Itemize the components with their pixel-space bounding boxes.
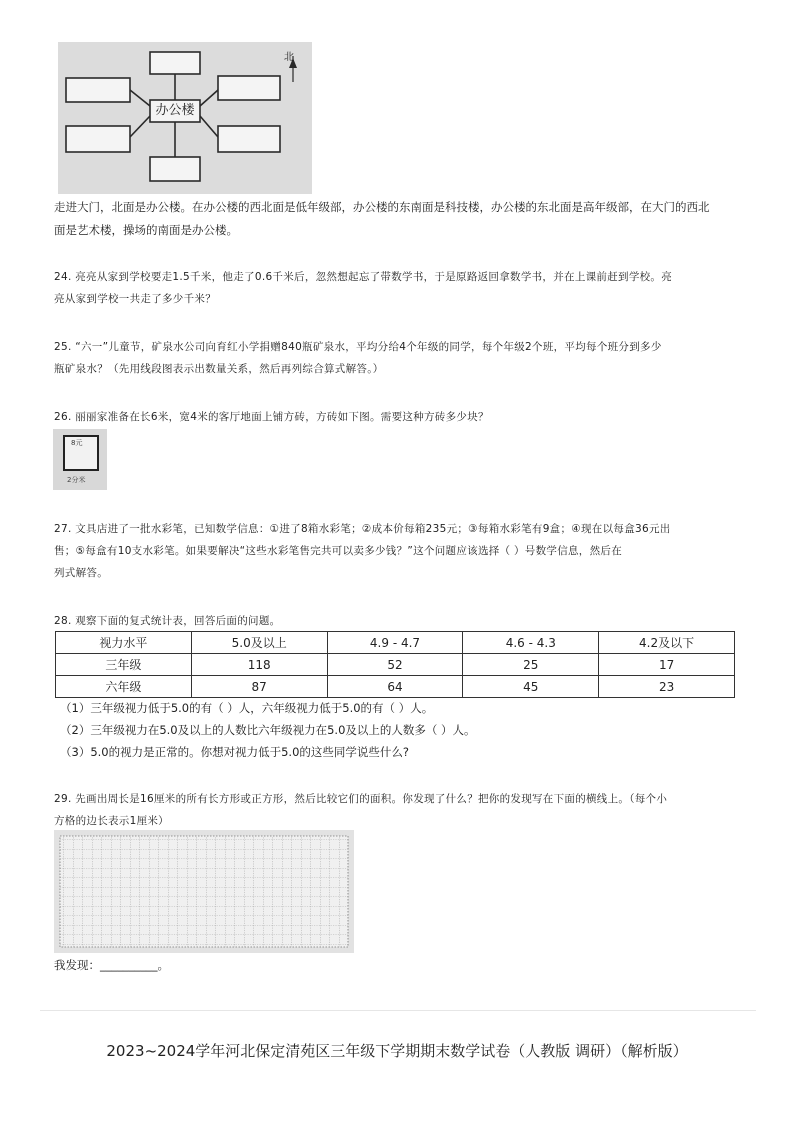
q28-line-1: 28. 观察下面的复式统计表，回答后面的问题。 (54, 615, 281, 627)
table-cell: 六年级 (56, 676, 192, 698)
q24-line-2: 亮从家到学校一共走了多少千米？ (54, 293, 216, 305)
question-24 (54, 266, 754, 310)
table-cell: 87 (191, 676, 327, 698)
question-26 (54, 406, 754, 428)
q27-line-2: 售；⑤每盒有10支水彩笔。如果要解决“这些水彩笔售完共可以卖多少钱？”这个问题应该选择（ ）号数学信息，然后在 (54, 545, 622, 557)
dotted-grid-image (54, 830, 354, 953)
center-label: 办公楼 (155, 103, 195, 118)
table-cell: 23 (599, 676, 735, 698)
table-row (56, 654, 735, 676)
q26-line-1: 26. 丽丽家准备在长6米，宽4米的客厅地面上铺方砖，方砖如下图。需要这种方砖多少块？ (54, 411, 489, 423)
footer-title: 2023~2024学年河北保定清苑区三年级下学期期末数学试卷（人教版 调研）（解析版） (106, 1042, 688, 1060)
table-header-cell: 视力水平 (56, 632, 192, 654)
table-header-row (56, 632, 735, 654)
table-row (56, 676, 735, 698)
table-cell: 52 (327, 654, 463, 676)
table-cell: 17 (599, 654, 735, 676)
q28-sub-3: （3）5.0的视力是正常的。你想对视力低于5.0的这些同学说些什么? (60, 745, 409, 759)
tile-price: 8元 (71, 439, 83, 447)
table-cell: 三年级 (56, 654, 192, 676)
table-header-cell: 4.2及以下 (599, 632, 735, 654)
table-cell: 25 (463, 654, 599, 676)
q28-sub-1: （1）三年级视力低于5.0的有（ ）人，六年级视力低于5.0的有（ ）人。 (60, 701, 434, 715)
intro-line-2: 面是艺术楼，操场的南面是办公楼。 (54, 223, 238, 237)
q28-subquestions (60, 697, 760, 763)
intro-paragraph (54, 196, 754, 242)
table-cell: 118 (191, 654, 327, 676)
school-layout-diagram (58, 42, 312, 194)
q27-line-1: 27. 文具店进了一批水彩笔，已知数学信息：①进了8箱水彩笔；②成本价每箱235元；③每箱水彩笔有9盒；④现在以每盒36元出 (54, 523, 671, 535)
vision-stats-table (55, 631, 735, 698)
tile-image (53, 429, 107, 490)
q29-line-1: 29. 先画出周长是16厘米的所有长方形或正方形，然后比较它们的面积。你发现了什么？把你的发现写在下面的横线上。（每个小 (54, 793, 668, 805)
table-header-cell: 5.0及以上 (191, 632, 327, 654)
tile-side-label: 2分米 (67, 476, 86, 484)
question-25 (54, 336, 754, 380)
table-cell: 45 (463, 676, 599, 698)
footer-divider (40, 1010, 756, 1011)
question-29 (54, 788, 754, 832)
north-label: 北 (284, 52, 294, 63)
table-header-cell: 4.9 - 4.7 (327, 632, 463, 654)
q25-line-1: 25. “六一”儿童节，矿泉水公司向育红小学捐赠840瓶矿泉水，平均分给4个年级的同学，每个年级2个班，平均每个班分到多少 (54, 341, 662, 353)
question-28 (54, 610, 754, 632)
q28-sub-2: （2）三年级视力在5.0及以上的人数比六年级视力在5.0及以上的人数多（ ）人。 (60, 723, 476, 737)
table-cell: 64 (327, 676, 463, 698)
q24-line-1: 24. 亮亮从家到学校要走1.5千米，他走了0.6千米后，忽然想起忘了带数学书，于是原路返回拿数学书，并在上课前赶到学校。亮 (54, 271, 673, 283)
q27-line-3: 列式解答。 (54, 567, 108, 579)
question-27 (54, 518, 754, 584)
intro-line-1: 走进大门，北面是办公楼。在办公楼的西北面是低年级部，办公楼的东南面是科技楼，办公楼的东北面是高年级部，在大门的西北 (54, 200, 710, 214)
q29-line-2: 方格的边长表示1厘米） (54, 815, 169, 827)
finding-line: 我发现：__________。 (54, 958, 169, 972)
q25-line-2: 瓶矿泉水？（先用线段图表示出数量关系，然后再列综合算式解答。） (54, 363, 384, 375)
table-header-cell: 4.6 - 4.3 (463, 632, 599, 654)
